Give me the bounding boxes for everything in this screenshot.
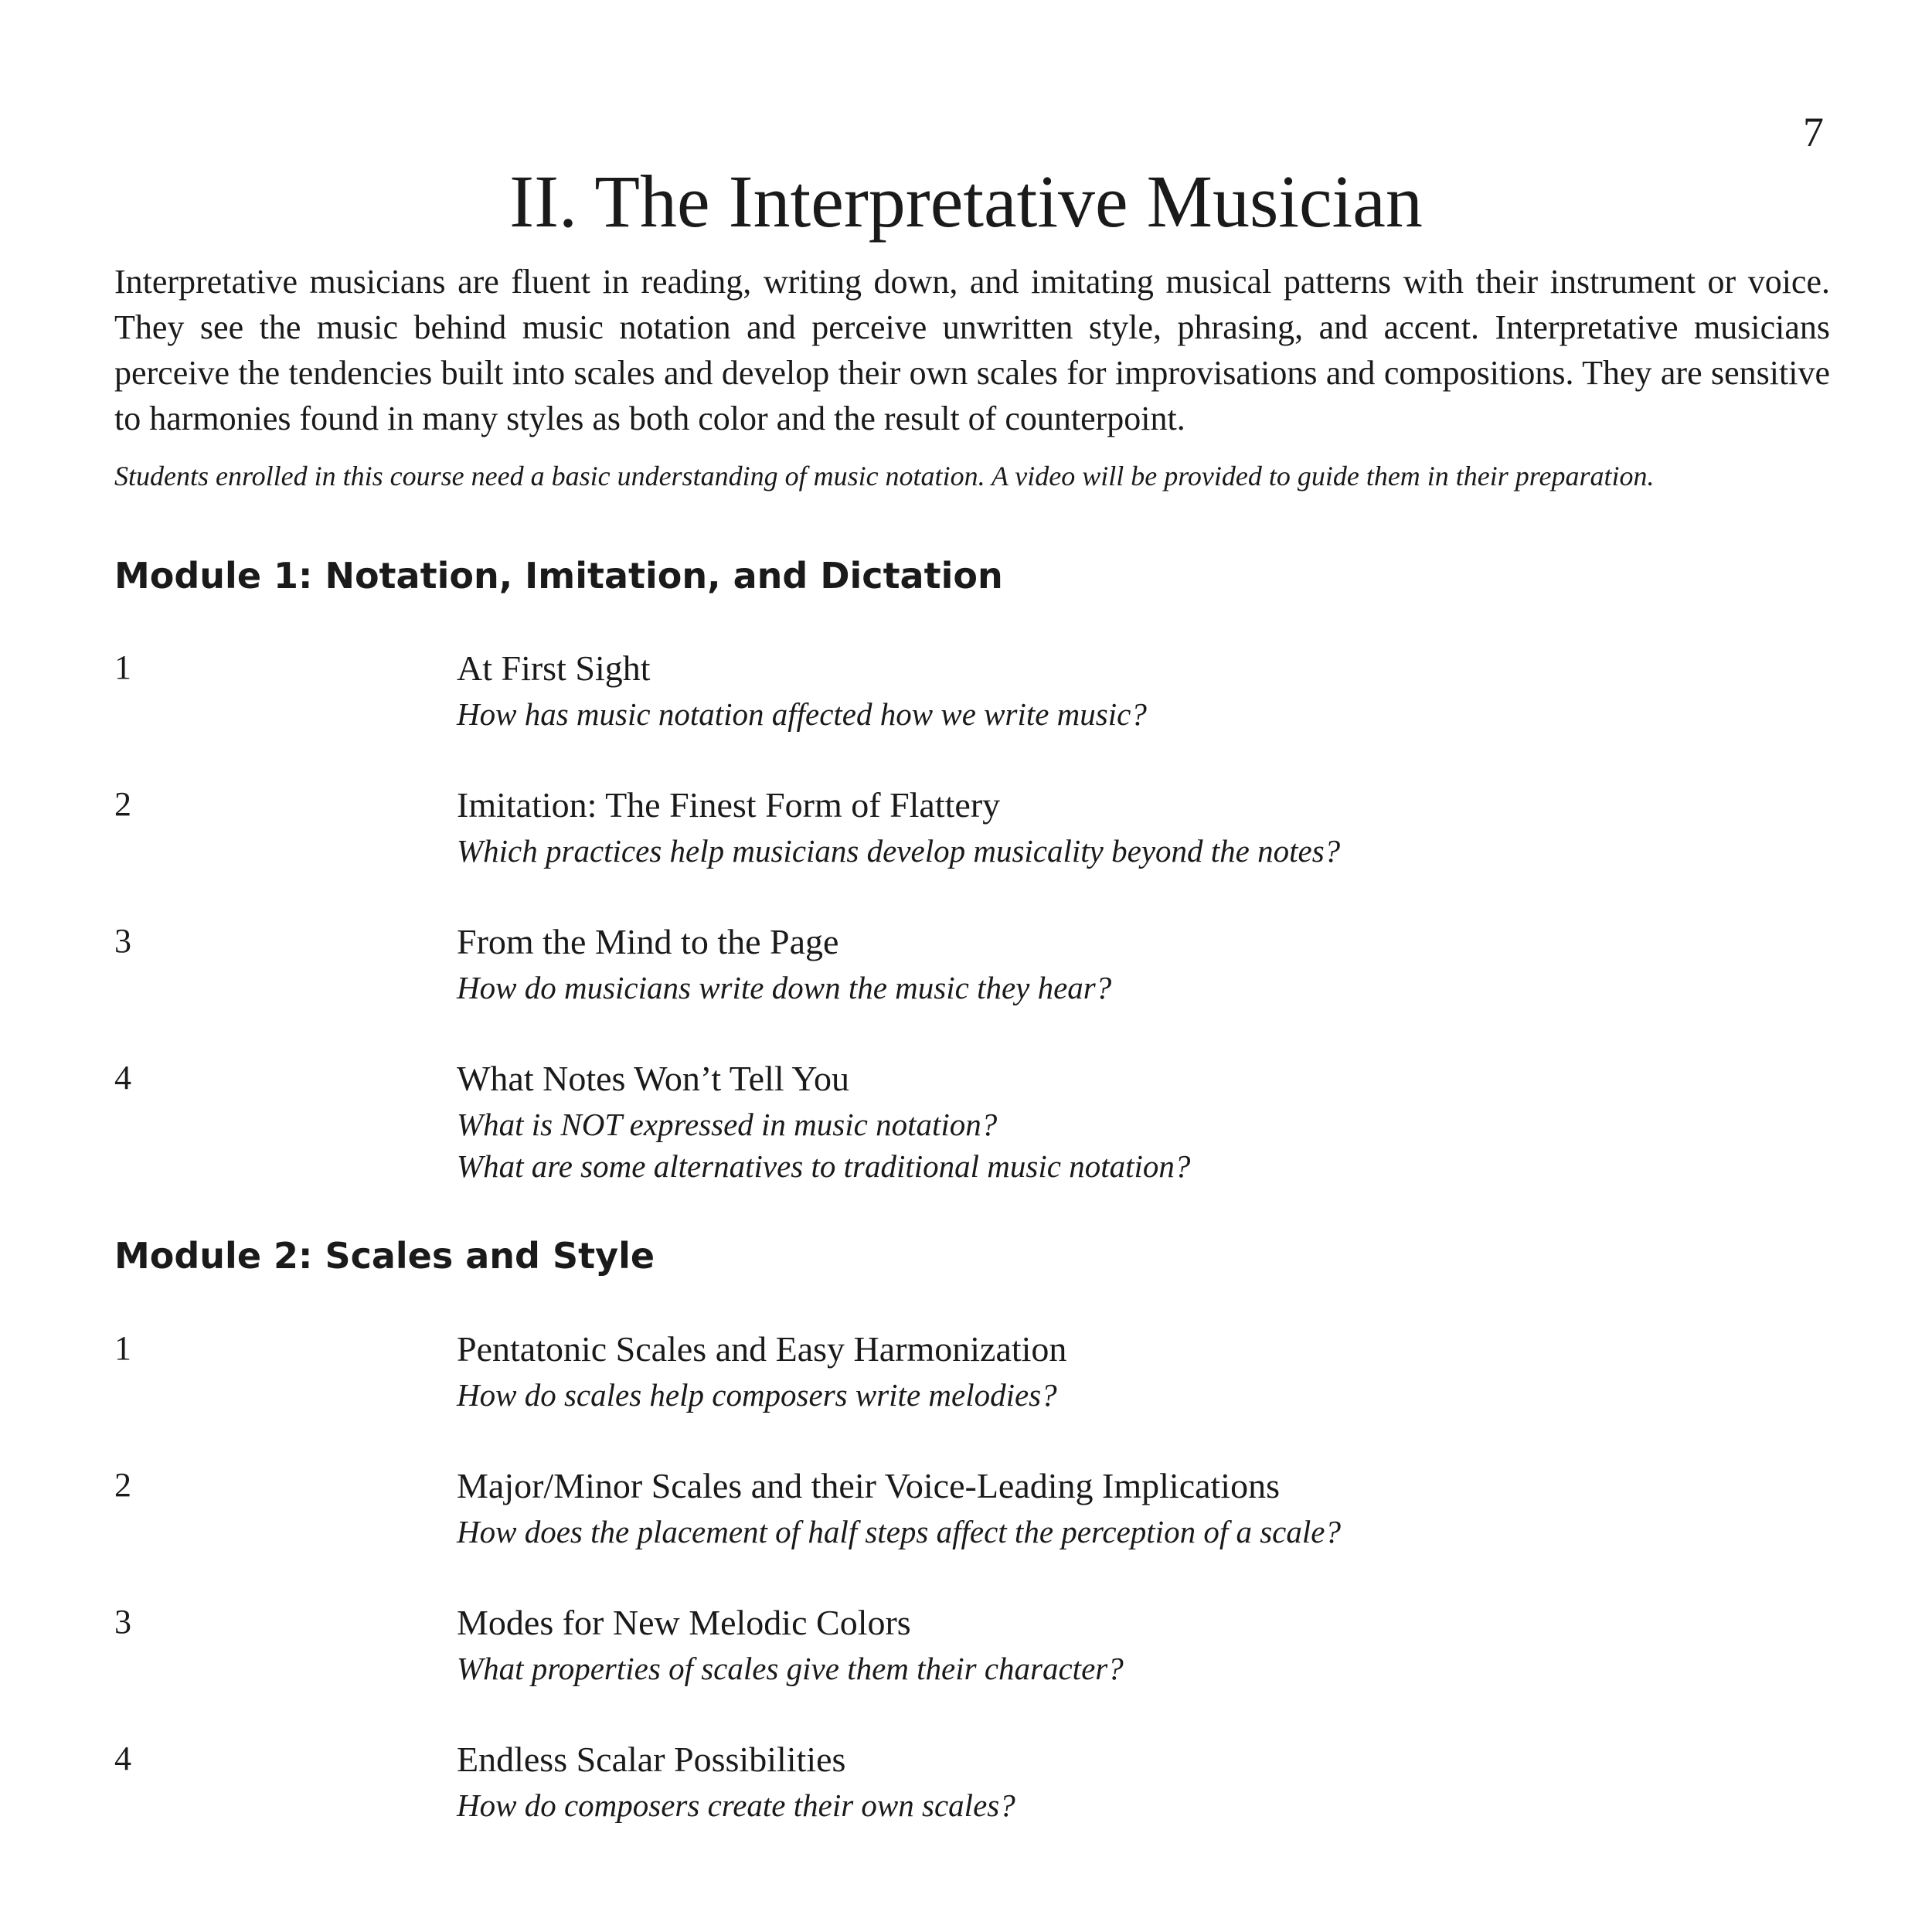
lesson-title: At First Sight (457, 648, 651, 688)
lesson-number: 2 (114, 785, 131, 823)
module-2-heading: Module 2: Scales and Style (114, 1235, 655, 1277)
lesson-question: How does the placement of half steps affect the perception of a scale? (457, 1514, 1341, 1549)
lesson-question: How do scales help composers write melodies? (457, 1377, 1057, 1413)
lesson-question: How do musicians write down the music they hear? (457, 970, 1112, 1005)
page-title: II. The Interpretative Musician (509, 160, 1423, 243)
lesson-title: Major/Minor Scales and their Voice-Leading Implications (457, 1466, 1280, 1505)
lesson-title: What Notes Won’t Tell You (457, 1059, 850, 1098)
lesson-question: What is NOT expressed in music notation? (457, 1107, 998, 1142)
lesson-number: 1 (114, 648, 131, 686)
lesson-question: Which practices help musicians develop musicality beyond the notes? (457, 833, 1341, 869)
lesson-number: 4 (114, 1740, 131, 1777)
lesson-number: 3 (114, 922, 131, 960)
lesson-question: How has music notation affected how we write music? (457, 696, 1147, 732)
lesson-title: Modes for New Melodic Colors (457, 1603, 911, 1642)
lesson-title: Endless Scalar Possibilities (457, 1740, 846, 1779)
lesson-number: 3 (114, 1603, 131, 1641)
lesson-question: How do composers create their own scales? (457, 1787, 1015, 1823)
lesson-number: 1 (114, 1329, 131, 1367)
intro-paragraph: Interpretative musicians are fluent in reading, writing down, and imitating musical patterns with their instrument or voice. They see the music behind music notation and perceive unwritten style, phrasing, and accent. Interpretative musicians perceive the tendencies built into scales and develop their own scales for improvisations and compositions. They are sensitive to harmonies found in many styles as both color and the result of counterpoint. (114, 263, 1830, 437)
lesson-number: 4 (114, 1059, 131, 1097)
preparation-note: Students enrolled in this course need a basic understanding of music notation. A video will be provided to guide them in their preparation. (114, 461, 1655, 492)
lesson-question: What are some alternatives to traditional music notation? (457, 1148, 1191, 1184)
lesson-question: What properties of scales give them their character? (457, 1651, 1124, 1686)
lesson-title: Imitation: The Finest Form of Flattery (457, 785, 1001, 825)
lesson-number: 2 (114, 1466, 131, 1504)
lesson-title: Pentatonic Scales and Easy Harmonization (457, 1329, 1067, 1369)
page-number: 7 (1803, 109, 1824, 155)
module-1-heading: Module 1: Notation, Imitation, and Dictation (114, 555, 1003, 597)
lesson-title: From the Mind to the Page (457, 922, 839, 961)
